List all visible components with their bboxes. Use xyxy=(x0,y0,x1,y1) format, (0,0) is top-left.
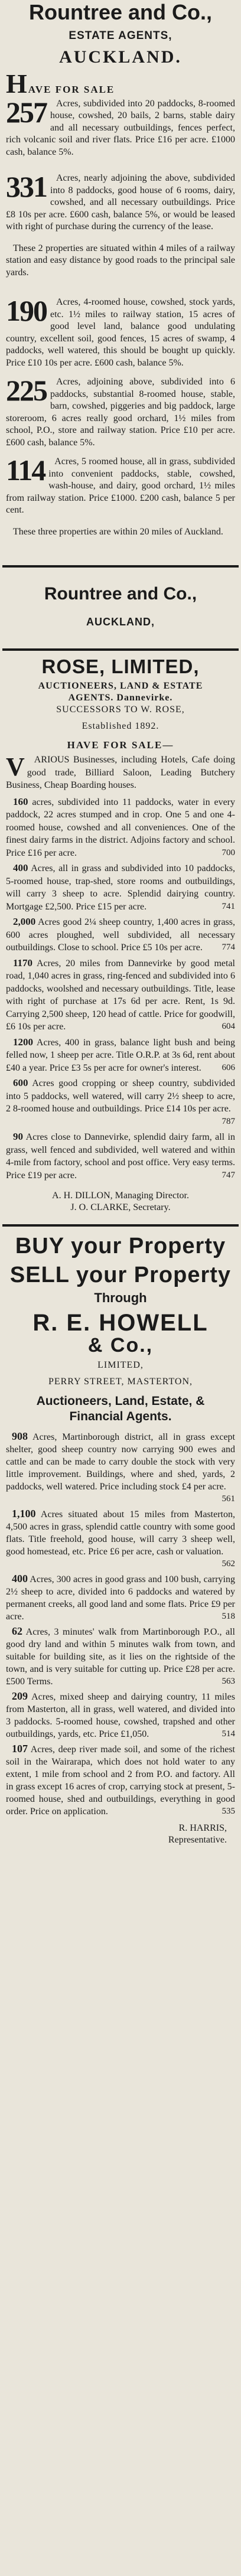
howell-item xyxy=(6,1690,235,1740)
rountree-2-city: AUCKLAND, xyxy=(86,616,155,628)
listing-225 xyxy=(6,376,235,449)
howell-ad xyxy=(6,1227,235,1846)
rose-item-text: Acres, 400 in grass, balance light bush and being felled now, 1 sheep per acre. Title O.R.P. at 3s 6d, rent about £40 a year. Price £3 5s per acre for owner's interest. xyxy=(6,1037,235,1073)
rose-line-3: SUCCESSORS TO W. ROSE, xyxy=(56,705,185,715)
howell-item xyxy=(6,1743,235,1818)
howell-address: PERRY STREET, MASTERTON, xyxy=(48,1377,193,1387)
howell-item xyxy=(6,1625,235,1688)
rose-ad xyxy=(6,651,235,1214)
howell-through: Through xyxy=(94,1290,147,1305)
howell-financial-line-2: Financial Agents. xyxy=(69,1410,172,1424)
listing-acres: 331 xyxy=(6,170,47,204)
listing-257 xyxy=(6,95,235,159)
lot-number: 747 xyxy=(222,1170,235,1180)
howell-financial-line-1: Auctioneers, Land, Estate, & xyxy=(36,1394,205,1408)
rose-item-text: Acres good cropping or sheep country, subdivided into 5 paddocks, well watered, will carry 2½ sheep to acre, 2 8-roomed house and outbuildings. Price £14 10s per acre. xyxy=(6,1078,235,1114)
listing-text: Acres, 5 roomed house, all in grass, subdivided into convenient paddocks, stable, cowshed, wash-house, and dairy, good orchard, 1½ miles from railway station. Price £1000. £200 cash, balance 5 per cent. xyxy=(6,456,235,516)
howell-item xyxy=(6,1430,235,1504)
rose-item-text: Acres good 2¼ sheep country, 1,400 acres in grass, 600 acres ploughed, well subdivided, all necessary outbuildings. Close to school. Price £5 10s per acre. xyxy=(6,917,236,953)
rose-line-1: AUCTIONEERS, LAND & ESTATE xyxy=(38,681,203,692)
rose-item xyxy=(6,862,235,913)
rose-item-text: Acres, all in grass and subdivided into 10 paddocks, 5-roomed house, trap-shed, store rooms and outbuildings, will carry 3 sheep to acre. Splendid dairying country. Mortgage £2,500. Price £15 per acre. xyxy=(6,863,235,912)
howell-item-acres: 908 xyxy=(12,1430,28,1443)
lot-number: 741 xyxy=(222,901,235,911)
lot-number: 787 xyxy=(222,1116,235,1126)
rose-signature-director: A. H. DILLON, Managing Director. xyxy=(52,1191,189,1201)
rose-item-text: Acres close to Dannevirke, splendid dairy farm, all in grass, well fenced and subdivided, well watered and within 4-mile from factory, school and post office. Very easy terms. Price £19 per acre. xyxy=(6,1132,236,1181)
rountree-ad xyxy=(6,0,235,538)
listing-acres: 190 xyxy=(6,294,47,328)
rose-item-text: acres, subdivided into 11 paddocks, water in every paddock, 22 acres stumped and in crop. One 5 and one 4-roomed house, cowshed and all conveniences. One of the finest dairy farms in the district. Adjoins factory and school. Price £16 per acre. xyxy=(6,797,236,858)
listing-acres: 257 xyxy=(6,95,47,129)
listing-190 xyxy=(6,296,235,369)
howell-item xyxy=(6,1508,235,1569)
howell-item-acres: 400 xyxy=(12,1573,28,1585)
lot-number: 604 xyxy=(222,1022,235,1032)
lot-number: 562 xyxy=(222,1559,235,1569)
rose-item-acres: 160 xyxy=(13,795,28,807)
rose-have-for-sale: HAVE FOR SALE— xyxy=(67,739,174,751)
howell-limited: LIMITED, xyxy=(97,1360,144,1371)
rose-item xyxy=(6,1036,235,1075)
lot-number: 606 xyxy=(222,1062,235,1072)
rountree-city: AUCKLAND. xyxy=(59,47,182,67)
listing-text: Acres, subdivided into 20 paddocks, 8-roomed house, cowshed, 20 bails, 2 barns, stable dairy and all necessary outbuildings, fences perfect, rich volcanic soil and river flats. Price £16 per acre. £1000 cash, balance 5%. xyxy=(6,98,235,157)
lot-number: 700 xyxy=(222,847,235,857)
listing-114 xyxy=(6,456,235,517)
drop-cap: H xyxy=(6,68,28,99)
rountree-2-title: Rountree and Co., xyxy=(44,584,197,604)
rose-item-text: Acres, 20 miles from Dannevirke by good metal road, 1,040 acres in grass, ring-fenced and subdivided into 6 paddocks, woolshed and necessary outbuildings. Title, lease with right of purchase at 17s 6d per acre. Rent, 1s 9d. Carrying 2,500 sheep, 120 head of cattle. Price for goodwill, £6 10s per acre. xyxy=(6,958,235,1032)
rountree-note-2: These three properties are within 20 miles of Auckland. xyxy=(13,526,223,537)
rose-title: ROSE, LIMITED, xyxy=(41,656,200,678)
rose-item-acres: 2,000 xyxy=(13,916,36,928)
rose-item xyxy=(6,957,235,1033)
howell-name: R. E. HOWELL xyxy=(32,1309,209,1336)
howell-item-acres: 1,100 xyxy=(12,1508,36,1520)
lot-number: 563 xyxy=(222,1677,235,1687)
howell-co: & Co., xyxy=(87,1333,154,1357)
rose-item-acres: 90 xyxy=(13,1131,23,1143)
howell-item-text: Acres, deep river made soil, and some of the richest soil in the Wairarapa, which does not hold water to any extent, 1 mile from school and 2 from P.O. and factory. All in grass except 16 acres of crop, carrying stock at present, 5-roomed house, shed and outbuildings, everything in good order. Price on application. xyxy=(6,1744,235,1817)
howell-representative-name: R. HARRIS, xyxy=(178,1823,227,1834)
listing-text: Acres, nearly adjoining the above, subdivided into 8 paddocks, good house of 6 rooms, dairy, cowshed, and all necessary outbuildings. Price £8 10s per acre. £600 cash, balance 5%, or would be leased with right of purchase during the currency of the lease. xyxy=(6,173,235,232)
rountree-subtitle: ESTATE AGENTS, xyxy=(69,29,172,42)
rose-intro xyxy=(6,754,235,792)
rountree-ad-2 xyxy=(6,568,235,648)
rose-item xyxy=(6,1130,235,1182)
lot-number: 518 xyxy=(222,1612,235,1622)
rose-line-4: Established 1892. xyxy=(82,721,159,732)
rountree-note-1: These 2 properties are situated within 4 miles of a railway station and easy distance by good roads to the principal sale yards. xyxy=(6,243,235,278)
howell-item-acres: 209 xyxy=(12,1690,28,1703)
howell-buy-heading: BUY your Property xyxy=(15,1234,226,1259)
howell-item-text: Acres, 3 minutes' walk from Martinborough P.O., all good dry land and within 5 minutes walk from town, and suitable for building site, as it lies on the rightside of the town, and is very suitable for cutting up. Price £28 per acre. £500 Terms. xyxy=(6,1627,235,1687)
rose-item-acres: 600 xyxy=(13,1077,28,1089)
rountree-title: Rountree and Co., xyxy=(28,0,212,24)
howell-item-acres: 62 xyxy=(12,1625,22,1638)
rose-item-acres: 400 xyxy=(13,862,28,874)
howell-sell-heading: SELL your Property xyxy=(9,1263,232,1288)
listing-text: Acres, 4-roomed house, cowshed, stock yards, etc. 1½ miles to railway station, 15 acres of good level land, balance good undulating country, excellent soil, good fences, 15 acres of swamp, 4 paddocks, well watered, this should be bought up quickly. Price £10 10s per acre. £600 cash, balance 5%. xyxy=(6,297,235,368)
rose-item xyxy=(6,915,235,954)
rose-intro-text: ARIOUS Businesses, including Hotels, Cafe doing good trade, Billiard Saloon, Leading Butchery Business, Cheap Boarding houses. xyxy=(6,755,235,791)
rose-signature-secretary: J. O. CLARKE, Secretary. xyxy=(70,1202,171,1213)
howell-item-text: Acres, 300 acres in good grass and 100 bush, carrying 2½ sheep to acre, divided into 6 paddocks and watered by permanent creeks, all good land and some flats. Price £9 per acre. xyxy=(6,1574,235,1622)
rose-item xyxy=(6,1077,235,1126)
drop-cap: V xyxy=(6,752,25,782)
lot-number: 774 xyxy=(222,943,235,953)
rose-item xyxy=(6,795,235,860)
howell-item-acres: 107 xyxy=(12,1743,28,1755)
have-for-sale-text: AVE FOR SALE xyxy=(28,83,115,95)
lot-number: 561 xyxy=(222,1494,235,1504)
listing-331 xyxy=(6,172,235,233)
lot-number: 514 xyxy=(222,1729,235,1739)
rose-item-acres: 1200 xyxy=(13,1036,33,1048)
rose-line-2: AGENTS. Dannevirke. xyxy=(68,693,173,703)
howell-item xyxy=(6,1573,235,1623)
listing-text: Acres, adjoining above, subdivided into 6 paddocks, substantial 8-roomed house, stable, barn, cowshed, piggeries and big paddock, large storeroom, 6 acres really good orchard, 1½ miles from school, P.O., store and railway station. Price £10 per acre. £600 cash, balance 5%. xyxy=(6,377,235,448)
listing-acres: 225 xyxy=(6,374,47,407)
listing-acres: 114 xyxy=(6,454,45,487)
rountree-have-for-sale xyxy=(6,68,235,99)
howell-item-text: Acres, mixed sheep and dairying country, 11 miles from Masterton, all in grass, well watered, and divided into 3 paddocks. 5-roomed house, cowshed, trapshed and other outbuildings, yards, etc. Price £1,050. xyxy=(6,1692,235,1740)
rose-item-acres: 1170 xyxy=(13,957,33,969)
howell-item-text: Acres situated about 15 miles from Masterton, 4,500 acres in grass, splendid cattle country with some good flats. Title freehold, good house, will carry 3 sheep well, good homestead, etc. Price £6 per acre, cash or valuation. xyxy=(6,1509,235,1557)
lot-number: 535 xyxy=(222,1807,235,1817)
howell-representative-title: Representative. xyxy=(168,1835,227,1845)
howell-item-text: Acres, Martinborough district, all in grass except shelter, good sheep country now carrying 900 ewes and cattle and can be made to carry double the stock with very little improvement. Buildings, where and shed, yards, 2 paddocks, well watered. Price including stock £4 per acre. xyxy=(6,1432,235,1492)
